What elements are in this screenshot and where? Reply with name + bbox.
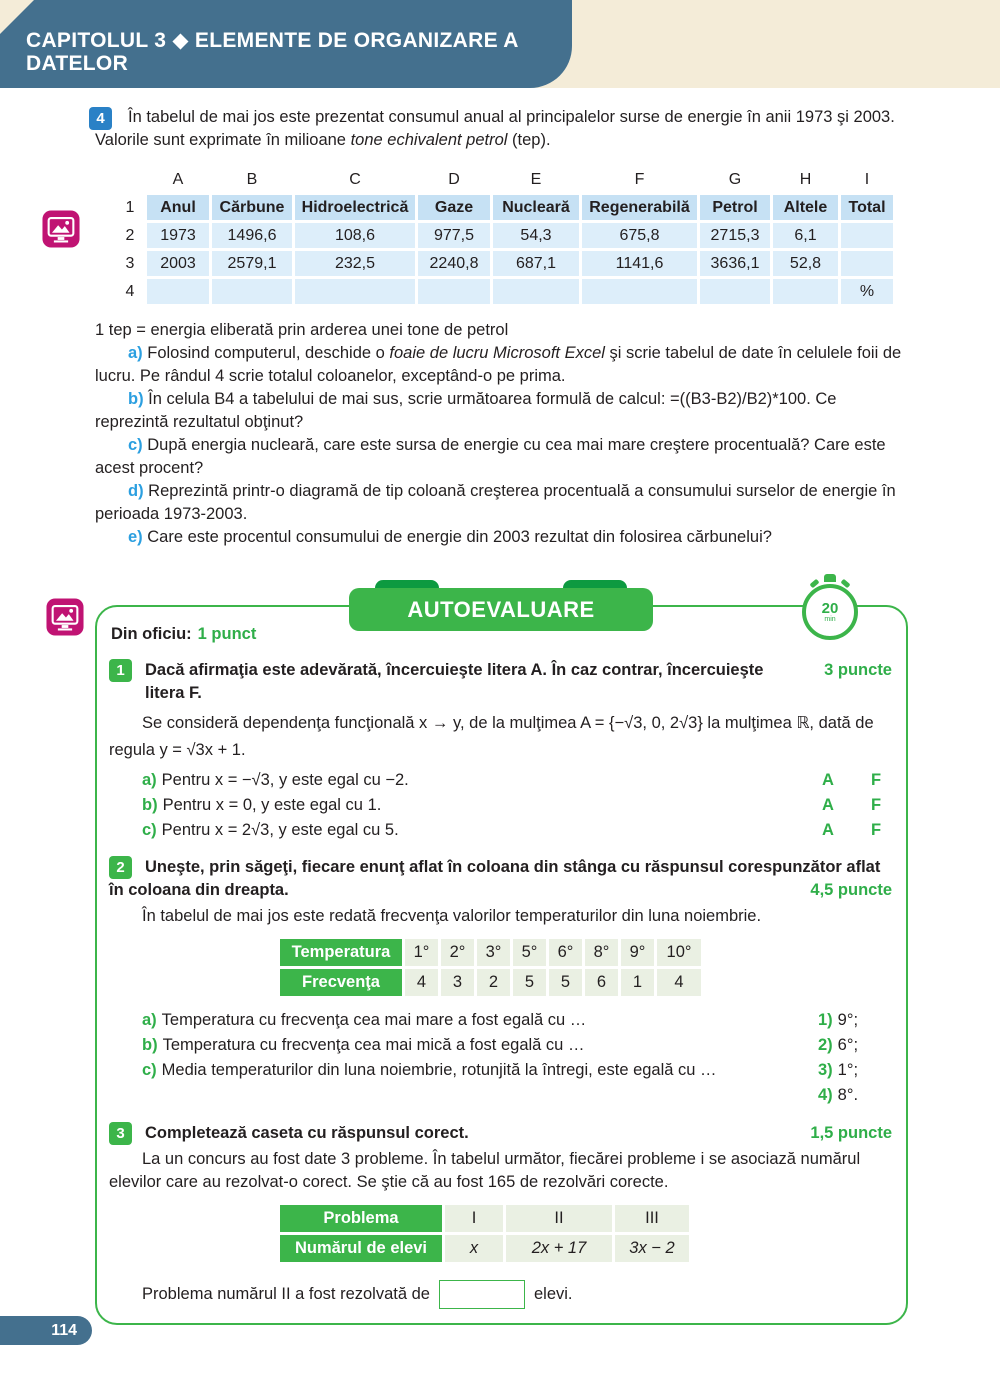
table-cell: 1 (621, 969, 654, 996)
table-cell: 2579,1 (212, 251, 292, 276)
table-cell: x (445, 1235, 503, 1262)
item-text: Pentru x = 0, y este egal cu 1. (162, 796, 382, 814)
item-letter: c) (142, 1061, 157, 1079)
matching-answer[interactable] (818, 1009, 892, 1034)
answer-pre-text: Problema numărul II a fost rezolvată de (142, 1285, 430, 1303)
table-cell: III (615, 1205, 689, 1232)
table-cell: 3x − 2 (615, 1235, 689, 1262)
table-cell: 3636,1 (700, 251, 770, 276)
table-cell: 1973 (147, 223, 209, 248)
item-text: Temperatura cu frecvenţa cea mai mare a fost egală cu … (161, 1011, 587, 1029)
item-text: Media temperaturilor din luna noiembrie, rotunjită la întregi, este egală cu … (161, 1061, 717, 1079)
table-cell: 232,5 (295, 251, 415, 276)
item-italic: foaie de lucru Microsoft Excel (389, 344, 605, 362)
table-cell: 5 (513, 969, 546, 996)
table-cell: 6,1 (773, 223, 838, 248)
question-3-intro: La un concurs au fost date 3 probleme. În tabelul următor, fiecărei probleme i se asociază numărul elevilor care au rezolvat-o corect. Se ştie că au fost 165 de rezolvări corecte. (109, 1150, 861, 1191)
item-letter: a) (128, 344, 143, 362)
answer-number: 1) (818, 1011, 833, 1029)
item-text: Reprezintă printr-o diagramă de tip coloană creşterea procentuală a consumului surselor de energie în perioada 1973-2003. (95, 482, 896, 523)
table-row (116, 223, 893, 248)
table-cell: 3° (477, 939, 510, 966)
matching-item[interactable] (142, 1009, 818, 1034)
answer-true[interactable]: A (822, 821, 834, 839)
page-number-pill (0, 1316, 92, 1345)
item-letter: e) (128, 528, 143, 546)
question-1-items (142, 768, 892, 843)
table-cell (841, 251, 893, 276)
exercise-number-badge: 4 (89, 107, 112, 130)
column-letter: E (530, 171, 542, 188)
table-row (116, 195, 893, 220)
item-letter: c) (142, 821, 157, 839)
table-cell: 2003 (147, 251, 209, 276)
table-cell: Gaze (418, 195, 490, 220)
item-text: După energia nucleară, care este sursa de energie cu cea mai mare creştere procentuală? Care este acest procent? (95, 436, 886, 477)
matching-answer[interactable] (818, 1059, 892, 1084)
question-statement: Completează caseta cu răspunsul corect. (145, 1124, 469, 1142)
table-cell: Regenerabilă (582, 195, 697, 220)
exercise4-item-c (95, 434, 908, 480)
item-letter: b) (142, 796, 158, 814)
question-statement: Uneşte, prin săgeţi, fiecare enunţ aflat în coloana din stânga cu răspunsul corespunzător aflat (145, 858, 881, 876)
question-number-badge: 3 (109, 1122, 132, 1145)
table-header: Numărul de elevi (280, 1235, 442, 1262)
table-cell: 977,5 (418, 223, 490, 248)
problems-table (277, 1202, 692, 1265)
column-letter: B (246, 171, 258, 188)
table-cell: 5° (513, 939, 546, 966)
question-1-header (109, 659, 892, 705)
table-header: Problema (280, 1205, 442, 1232)
table-cell[interactable] (295, 279, 415, 304)
table-row (280, 1235, 689, 1262)
table-cell: Petrol (700, 195, 770, 220)
table-cell: % (841, 279, 893, 304)
table-cell: 3 (441, 969, 474, 996)
question-1-intro: Se consideră dependenţa funcţională x → y, de la mulţimea A = {−√3, 0, 2√3} la mulţimea ℝ, dată de regula y = √3x + 1. (109, 714, 874, 759)
true-false-item (142, 768, 892, 793)
table-cell: Anul (147, 195, 209, 220)
answer-line (142, 1280, 892, 1309)
table-row (116, 251, 893, 276)
matching-exercise (142, 1009, 892, 1109)
table-cell: 2x + 17 (506, 1235, 612, 1262)
digital-resource-icon[interactable] (46, 598, 84, 636)
row-number: 1 (125, 199, 135, 216)
table-cell: 2 (477, 969, 510, 996)
column-letter: F (634, 171, 645, 188)
row-number: 2 (125, 227, 135, 244)
chapter-tab (0, 0, 572, 88)
item-letter: a) (142, 1011, 157, 1029)
exercise4-item-a (95, 342, 908, 388)
timer-minutes: 20 (821, 599, 839, 617)
answer-false[interactable]: F (870, 796, 882, 814)
table-cell: 9° (621, 939, 654, 966)
page-number: 114 (51, 1322, 77, 1339)
exercise4-item-b (95, 388, 908, 434)
item-letter: a) (142, 771, 157, 789)
table-cell: 2240,8 (418, 251, 490, 276)
question-statement: Dacă afirmaţia este adevărată, încercuieşte litera A. În caz contrar, încercuieşte litera F. (145, 661, 764, 702)
question-2-intro: În tabelul de mai jos este redată frecvenţa valorilor temperaturilor din luna noiembrie. (142, 907, 762, 925)
item-text: Pentru x = 2√3, y este egal cu 5. (161, 821, 399, 839)
statement-text: în coloana din dreapta. (109, 881, 289, 899)
chapter-title: CAPITOLUL 3 ◆ ELEMENTE DE ORGANIZARE A DATELOR (26, 29, 518, 75)
table-cell: 108,6 (295, 223, 415, 248)
exercise4-intro (95, 106, 908, 152)
table-row (116, 279, 893, 304)
item-letter: d) (128, 482, 144, 500)
question-points: 3 puncte (824, 661, 892, 679)
answer-true[interactable]: A (822, 771, 834, 789)
table-cell: Cărbune (212, 195, 292, 220)
digital-resource-icon[interactable] (42, 210, 80, 248)
table-cell: Altele (773, 195, 838, 220)
question-2-statement-line2 (109, 879, 892, 902)
table-cell: Nucleară (493, 195, 579, 220)
question-3-header (109, 1122, 892, 1145)
row-number: 4 (125, 283, 135, 300)
table-row (280, 939, 701, 966)
item-text: În celula B4 a tabelului de mai sus, scrie următoarea formulă de calcul: =((B3-B2)/B2)*100. Ce reprezintă rezultatul obţinut? (95, 390, 837, 431)
table-cell: 4 (657, 969, 701, 996)
table-cell: 6 (585, 969, 618, 996)
item-letter: b) (128, 390, 144, 408)
table-cell[interactable] (773, 279, 838, 304)
question-2-header (109, 856, 892, 879)
table-cell: I (445, 1205, 503, 1232)
table-header: Temperatura (280, 939, 402, 966)
true-false-item (142, 818, 892, 843)
item-text: Folosind computerul, deschide o (147, 344, 390, 362)
table-header: Frecvenţa (280, 969, 402, 996)
answer-number: 3) (818, 1061, 833, 1079)
matching-item[interactable] (142, 1059, 818, 1084)
table-cell: 2715,3 (700, 223, 770, 248)
table-cell: 54,3 (493, 223, 579, 248)
matching-item[interactable] (142, 1034, 818, 1059)
item-letter: b) (142, 1036, 158, 1054)
table-cell: 1496,6 (212, 223, 292, 248)
column-letter: H (799, 171, 812, 188)
table-row (280, 969, 701, 996)
exercise4-intro-text: În tabelul de mai jos este prezentat consumul anual al principalelor surse de energie în anii 1973 şi 2003. Valorile sunt exprimate în milioane (95, 108, 895, 149)
answer-text: 8°. (837, 1086, 859, 1104)
matching-left-column (142, 1009, 818, 1109)
table-cell: 52,8 (773, 251, 838, 276)
true-false-item (142, 793, 892, 818)
timer-unit: min (824, 615, 836, 623)
table-cell: Hidroelectrică (295, 195, 415, 220)
table-cell: 8° (585, 939, 618, 966)
table-cell[interactable] (700, 279, 770, 304)
answer-post-text: elevi. (533, 1285, 573, 1303)
column-letter: I (864, 171, 870, 188)
table-cell: II (506, 1205, 612, 1232)
table-cell (841, 223, 893, 248)
table-cell[interactable] (212, 279, 292, 304)
exercise4-intro-italic: tone echivalent petrol (350, 131, 508, 149)
answer-box[interactable] (439, 1280, 525, 1309)
autoevaluare-ribbon (349, 588, 653, 631)
item-text: şi scrie tabelul de date în celulele foii de lucru. Pe rândul 4 scrie totalul coloanelor, exceptând-o pe prima. (95, 344, 902, 385)
autoevaluare-title: AUTOEVALUARE (349, 588, 653, 631)
temperature-table (277, 936, 704, 999)
item-letter: c) (128, 436, 143, 454)
table-cell: 1141,6 (582, 251, 697, 276)
table-cell: 5 (549, 969, 582, 996)
top-band (0, 0, 1000, 88)
table-cell: 2° (441, 939, 474, 966)
column-letters-row (116, 167, 893, 192)
exercise4-item-e (95, 526, 908, 549)
table-cell: Total (841, 195, 893, 220)
column-letter: D (448, 171, 460, 188)
answer-text: 1°; (837, 1061, 859, 1079)
item-text: Temperatura cu frecvenţa cea mai mică a fost egală cu … (162, 1036, 585, 1054)
answer-text: 9°; (837, 1011, 859, 1029)
table-cell[interactable] (493, 279, 579, 304)
timer-crown (824, 574, 836, 582)
question-points: 1,5 puncte (810, 1124, 892, 1142)
exercise4-intro-post: (tep). (507, 131, 551, 149)
table-cell[interactable] (147, 279, 209, 304)
column-letter: C (349, 171, 361, 188)
answer-false[interactable]: F (870, 771, 882, 789)
answer-number: 4) (818, 1086, 833, 1104)
table-cell[interactable] (418, 279, 490, 304)
tep-note: 1 tep = energia eliberată prin arderea unei tone de petrol (95, 321, 509, 339)
item-text: Care este procentul consumului de energie din 2003 rezultat din folosirea cărbunelui? (147, 528, 772, 546)
question-points: 4,5 puncte (810, 881, 892, 899)
column-letter: G (728, 171, 742, 188)
autoevaluare-box (95, 597, 908, 1325)
answer-number: 2) (818, 1036, 833, 1054)
row-number: 3 (125, 255, 135, 272)
table-cell: 687,1 (493, 251, 579, 276)
din-oficiu-points: 1 punct (197, 625, 257, 643)
energy-spreadsheet (113, 164, 896, 307)
answer-false[interactable]: F (870, 821, 882, 839)
item-text: Pentru x = −√3, y este egal cu −2. (161, 771, 409, 789)
table-cell: 10° (657, 939, 701, 966)
question-number-badge: 1 (109, 659, 132, 682)
table-cell: 6° (549, 939, 582, 966)
matching-answer[interactable] (818, 1084, 892, 1109)
table-row (280, 1205, 689, 1232)
timer-icon (800, 574, 860, 644)
answer-text: 6°; (837, 1036, 859, 1054)
din-oficiu-label: Din oficiu: (111, 625, 192, 643)
table-cell[interactable] (582, 279, 697, 304)
question-number-badge: 2 (109, 856, 132, 879)
matching-right-column (818, 1009, 892, 1109)
exercise4-item-d (95, 480, 908, 526)
table-cell: 1° (405, 939, 438, 966)
table-cell: 4 (405, 969, 438, 996)
matching-answer[interactable] (818, 1034, 892, 1059)
table-cell: 675,8 (582, 223, 697, 248)
column-letter: A (172, 171, 184, 188)
answer-true[interactable]: A (822, 796, 834, 814)
